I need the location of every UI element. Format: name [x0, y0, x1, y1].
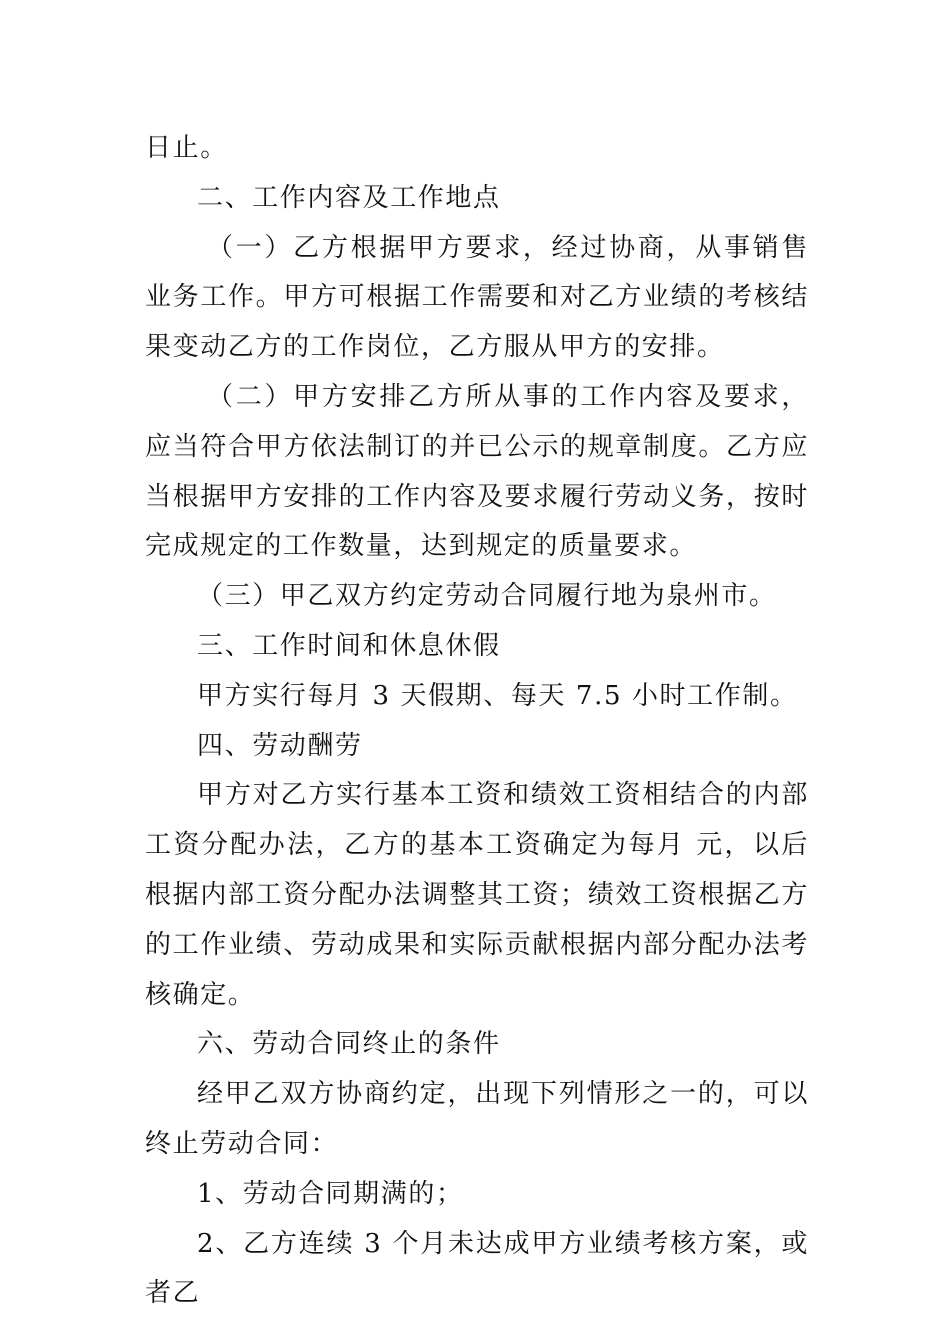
list-item-termination-1: 1、劳动合同期满的；: [197, 1178, 464, 1209]
section-heading-work-time: 三、工作时间和休息休假: [197, 630, 501, 661]
paragraph-continuation: 日止。: [145, 133, 228, 163]
paragraph-salary: 甲方对乙方实行基本工资和绩效工资相结合的内部工资分配办法，乙方的基本工资确定为每月 元，以后根据内部工资分配办法调整其工资；绩效工资根据乙方的工作业绩、劳动成果和实际贡献根据内部分配办法考核确定。: [145, 780, 809, 1010]
paragraph-clause-3: （三）甲乙双方约定劳动合同履行地为泉州市。: [197, 581, 777, 612]
paragraph-work-schedule: 甲方实行每月 3 天假期、每天 7.5 小时工作制。: [197, 680, 798, 711]
document-body: [145, 124, 809, 1319]
section-heading-work-content: 二、工作内容及工作地点: [197, 182, 501, 213]
list-item-termination-2: 2、乙方连续 3 个月未达成甲方业绩考核方案，或者乙: [145, 1228, 809, 1309]
section-heading-termination: 六、劳动合同终止的条件: [197, 1029, 501, 1060]
section-heading-remuneration: 四、劳动酬劳: [197, 730, 363, 761]
paragraph-clause-1: （一）乙方根据甲方要求，经过协商，从事销售业务工作。甲方可根据工作需要和对乙方业绩的考核结果变动乙方的工作岗位，乙方服从甲方的安排。: [145, 232, 809, 363]
paragraph-clause-2: （二）甲方安排乙方所从事的工作内容及要求，应当符合甲方依法制订的并已公示的规章制度。乙方应当根据甲方安排的工作内容及要求履行劳动义务，按时完成规定的工作数量，达到规定的质量要求。: [145, 381, 809, 562]
paragraph-termination-intro: 经甲乙双方协商约定，出现下列情形之一的，可以终止劳动合同：: [145, 1079, 809, 1159]
